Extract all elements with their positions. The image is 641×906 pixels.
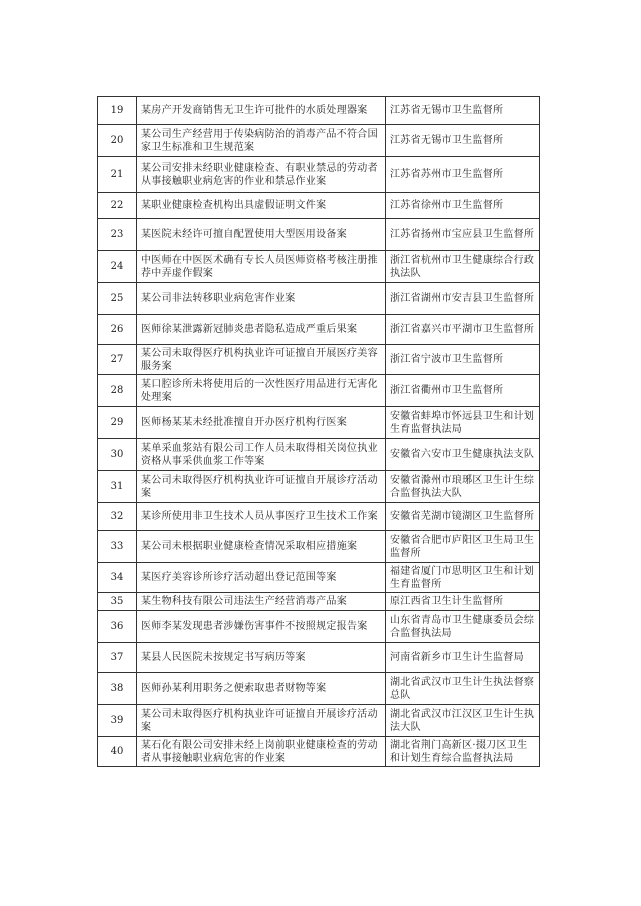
- case-number: 38: [98, 673, 137, 705]
- case-name: 某诊所使用非卫生技术人员从事医疗卫生技术工作案: [137, 503, 386, 531]
- table-row: [98, 157, 540, 193]
- table-row: [98, 283, 540, 315]
- case-number: 20: [98, 125, 137, 157]
- case-number: 36: [98, 611, 137, 643]
- case-number: 28: [98, 375, 137, 407]
- table-row: [98, 439, 540, 471]
- case-number: 37: [98, 643, 137, 673]
- table-row: [98, 375, 540, 407]
- case-name: 某职业健康检查机构出具虚假证明文件案: [137, 193, 386, 219]
- case-number: 30: [98, 439, 137, 471]
- case-name: 某公司未取得医疗机构执业许可证擅自开展医疗美容服务案: [137, 345, 386, 375]
- case-organization: 湖北省武汉市卫生计生执法督察总队: [386, 673, 540, 705]
- case-organization: 安徽省六安市卫生健康执法支队: [386, 439, 540, 471]
- case-name: 中医师在中医医术确有专长人员医师资格考核注册推荐中弄虚作假案: [137, 251, 386, 283]
- case-organization: 湖北省荆门高新区·掇刀区卫生和计划生育综合监督执法局: [386, 737, 540, 767]
- table-row: [98, 531, 540, 563]
- case-organization: 山东省青岛市卫生健康委员会综合监督执法局: [386, 611, 540, 643]
- case-organization: 浙江省嘉兴市平湖市卫生监督所: [386, 315, 540, 345]
- case-organization: 安徽省蚌埠市怀远县卫生和计划生育监督执法局: [386, 407, 540, 439]
- table-row: [98, 407, 540, 439]
- case-organization: 安徽省芜湖市镜湖区卫生监督所: [386, 503, 540, 531]
- case-number: 26: [98, 315, 137, 345]
- case-name: 某生物科技有限公司违法生产经营消毒产品案: [137, 593, 386, 611]
- case-number: 32: [98, 503, 137, 531]
- table-row: [98, 705, 540, 737]
- case-organization: 浙江省杭州市卫生健康综合行政执法队: [386, 251, 540, 283]
- case-name: 某公司安排未经职业健康检查、有职业禁忌的劳动者从事接触职业病危害的作业和禁忌作业案: [137, 157, 386, 193]
- case-name: 某县人民医院未按规定书写病历等案: [137, 643, 386, 673]
- case-organization: 安徽省滁州市琅琊区卫生计生综合监督执法大队: [386, 471, 540, 503]
- case-name: 医师杨某某未经批准擅自开办医疗机构行医案: [137, 407, 386, 439]
- table-row: [98, 673, 540, 705]
- case-organization: 浙江省衢州市卫生监督所: [386, 375, 540, 407]
- case-organization: 福建省厦门市思明区卫生和计划生育监督所: [386, 563, 540, 593]
- case-organization: 河南省新乡市卫生计生监督局: [386, 643, 540, 673]
- case-name: 医师李某发现患者涉嫌伤害事件不按照规定报告案: [137, 611, 386, 643]
- table-row: [98, 563, 540, 593]
- table-row: [98, 345, 540, 375]
- table-row: [98, 251, 540, 283]
- case-organization: 江苏省扬州市宝应县卫生监督所: [386, 219, 540, 251]
- case-organization: 安徽省合肥市庐阳区卫生局卫生监督所: [386, 531, 540, 563]
- case-organization: 江苏省无锡市卫生监督所: [386, 125, 540, 157]
- table-row: [98, 737, 540, 767]
- case-table-body: [98, 97, 540, 767]
- case-number: 35: [98, 593, 137, 611]
- case-number: 22: [98, 193, 137, 219]
- case-number: 21: [98, 157, 137, 193]
- table-row: [98, 125, 540, 157]
- case-number: 33: [98, 531, 137, 563]
- case-organization: 浙江省宁波市卫生监督所: [386, 345, 540, 375]
- case-name: 某公司未根据职业健康检查情况采取相应措施案: [137, 531, 386, 563]
- case-name: 某房产开发商销售无卫生许可批件的水质处理器案: [137, 97, 386, 125]
- case-name: 某石化有限公司安排未经上岗前职业健康检查的劳动者从事接触职业病危害的作业案: [137, 737, 386, 767]
- table-row: [98, 503, 540, 531]
- case-name: 医师孙某利用职务之便索取患者财物等案: [137, 673, 386, 705]
- case-name: 某公司未取得医疗机构执业许可证擅自开展诊疗活动案: [137, 471, 386, 503]
- table-row: [98, 97, 540, 125]
- table-row: [98, 611, 540, 643]
- case-table: [97, 96, 540, 767]
- case-name: 某公司非法转移职业病危害作业案: [137, 283, 386, 315]
- case-name: 医师徐某泄露新冠肺炎患者隐私造成严重后果案: [137, 315, 386, 345]
- case-name: 某公司未取得医疗机构执业许可证擅自开展诊疗活动案: [137, 705, 386, 737]
- table-row: [98, 315, 540, 345]
- case-number: 31: [98, 471, 137, 503]
- case-organization: 湖北省武汉市江汉区卫生计生执法大队: [386, 705, 540, 737]
- case-organization: 浙江省湖州市安吉县卫生监督所: [386, 283, 540, 315]
- case-organization: 江苏省无锡市卫生监督所: [386, 97, 540, 125]
- case-number: 34: [98, 563, 137, 593]
- case-name: 某医疗美容诊所诊疗活动超出登记范围等案: [137, 563, 386, 593]
- case-name: 某单采血浆站有限公司工作人员未取得相关岗位执业资格从事采供血浆工作等案: [137, 439, 386, 471]
- case-number: 39: [98, 705, 137, 737]
- case-number: 27: [98, 345, 137, 375]
- case-organization: 江苏省徐州市卫生监督所: [386, 193, 540, 219]
- case-number: 29: [98, 407, 137, 439]
- table-row: [98, 593, 540, 611]
- case-number: 25: [98, 283, 137, 315]
- table-row: [98, 471, 540, 503]
- case-organization: 江苏省苏州市卫生监督所: [386, 157, 540, 193]
- case-name: 某口腔诊所未将使用后的一次性医疗用品进行无害化处理案: [137, 375, 386, 407]
- table-row: [98, 219, 540, 251]
- case-organization: 原江西省卫生计生监督所: [386, 593, 540, 611]
- case-number: 19: [98, 97, 137, 125]
- case-name: 某公司生产经营用于传染病防治的消毒产品不符合国家卫生标准和卫生规范案: [137, 125, 386, 157]
- table-row: [98, 193, 540, 219]
- case-name: 某医院未经许可擅自配置使用大型医用设备案: [137, 219, 386, 251]
- case-number: 40: [98, 737, 137, 767]
- table-row: [98, 643, 540, 673]
- case-number: 23: [98, 219, 137, 251]
- case-number: 24: [98, 251, 137, 283]
